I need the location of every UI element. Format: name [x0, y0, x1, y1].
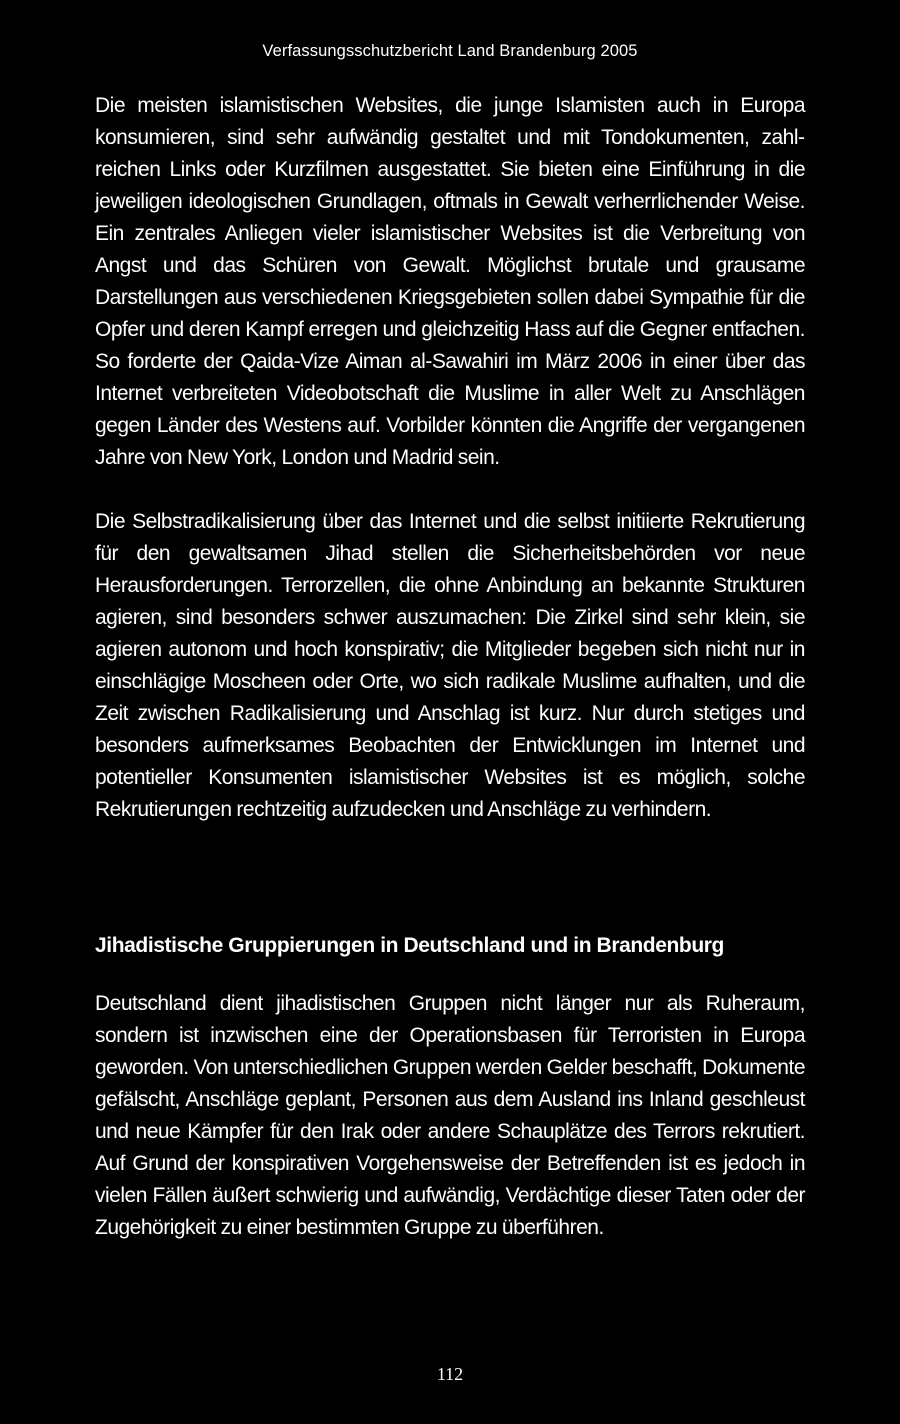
running-header: Verfassungsschutzbericht Land Brandenburg 2005: [262, 42, 638, 60]
page-number: 112: [436, 1364, 464, 1384]
paragraph-websites: Die meisten islamistischen Websites, die junge Islamisten auch in Europa konsumieren, sind sehr aufwändig gestaltet und mit Tondokumenten, zahlreichen Links oder Kurzfilmen ausgestattet. Sie bieten eine Einführung in die jeweiligen ideologischen Grundlagen, oftmals in Gewalt verherrlichender Weise. Ein zentrales Anliegen vieler islamistischer Websites ist die Verbreitung von Angst und das Schüren von Gewalt. Möglichst brutale und grausame Darstellungen aus verschiedenen Kriegsgebieten sollen dabei Sympathie für die Opfer und deren Kampf erregen und gleichzeitig Hass auf die Gegner entfachen. So forderte der Qaida-Vize Aiman al-Sawahiri im März 2006 in einer über das Internet verbreiteten Videobotschaft die Muslime in aller Welt zu Anschlägen gegen Länder des Westens auf. Vorbilder könnten die Angriffe der vergangenen Jahre von New York, London und Madrid sein.: [95, 94, 805, 469]
paragraph-self-radicalisation: Die Selbstradikalisierung über das Internet und die selbst initiierte Rekrutierung für den gewaltsamen Jihad stellen die Sicherheitsbehörden vor neue Herausforderungen. Terrorzellen, die ohne Anbindung an bekannte Strukturen agieren, sind besonders schwer auszumachen: Die Zirkel sind sehr klein, sie agieren autonom und hoch konspirativ; die Mitglieder begeben sich nicht nur in einschlägige Moscheen oder Orte, wo sich radikale Muslime aufhalten, und die Zeit zwischen Radikalisierung und Anschlag ist kurz. Nur durch stetiges und besonders aufmerksames Beobachten der Entwicklungen im Internet und potentieller Konsumenten islamistischer Websites ist es möglich, solche Rekrutierungen rechtzeitig aufzudecken und Anschläge zu verhindern.: [95, 510, 805, 821]
section-heading: Jihadistische Gruppierungen in Deutschland und in Brandenburg: [95, 934, 724, 957]
paragraph-germany-groups: Deutschland dient jihadistischen Gruppen nicht länger nur als Ruheraum, sondern ist inzwischen eine der Operationsbasen für Terroristen in Europa geworden. Von unterschiedlichen Gruppen werden Gelder beschafft, Dokumente gefälscht, Anschläge geplant, Personen aus dem Ausland ins Inland geschleust und neue Kämpfer für den Irak oder andere Schauplätze des Terrors rekrutiert. Auf Grund der konspirativen Vorgehensweise der Betreffenden ist es jedoch in vielen Fällen äußert schwierig und aufwändig, Verdächtige dieser Taten oder der Zugehörigkeit zu einer bestimmten Gruppe zu überführen.: [95, 992, 805, 1239]
document-body: [95, 90, 805, 1244]
